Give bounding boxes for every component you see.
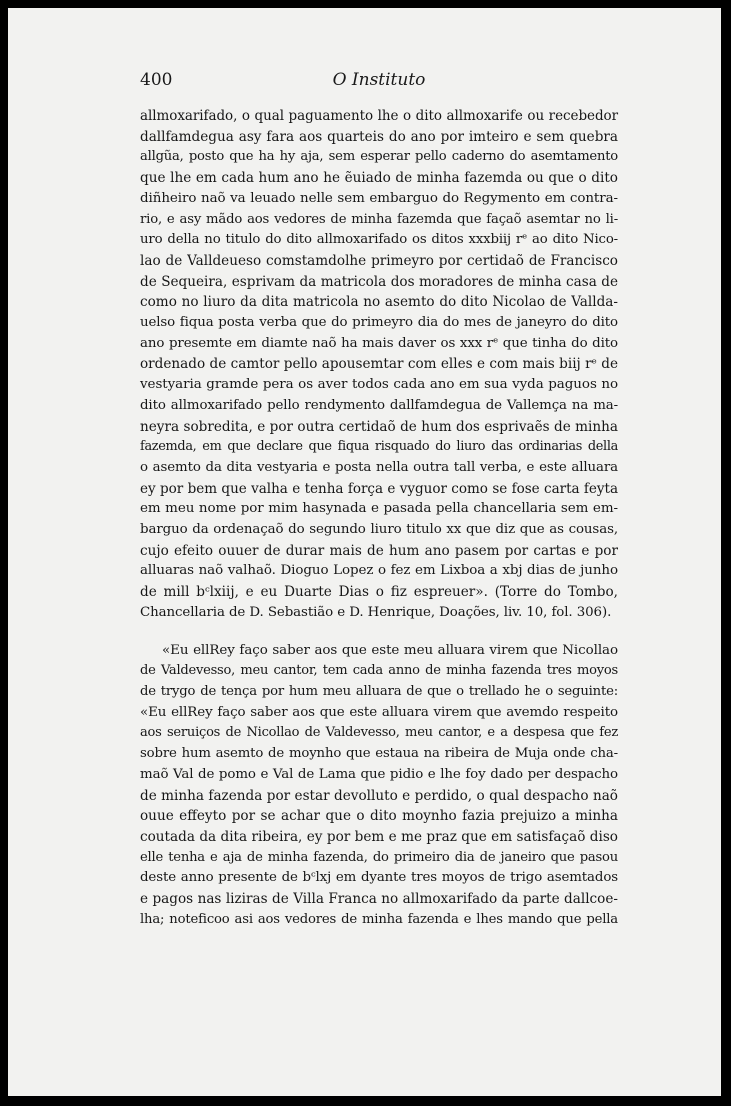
text-line: allmoxarifado, o qual paguamento lhe o dito allmoxarife ou recebedor (140, 108, 618, 124)
text-line: Chancellaria de D. Sebastião e D. Henrique, Doações, liv. 10, fol. 306). (140, 604, 612, 620)
paragraph-gap (140, 624, 618, 641)
text-line: ordenado de camtor pello apousemtar com elles e com mais biij rᵉ de (140, 356, 618, 373)
text-line: dallfamdegua asy fara aos quarteis do ano por imteiro e sem quebra (140, 128, 618, 145)
text-line: uro della no titulo do dito allmoxarifado os ditos xxxbiij rᵉ ao dito Nico- (140, 232, 618, 248)
text-line: e pagos nas liziras de Villa Franca no allmoxarifado da parte dallcoe- (140, 891, 618, 908)
text-line: «Eu ellRey faço saber aos que este meu alluara virem que Nicollao (162, 642, 618, 658)
text-line: sobre hum asemto de moynho que estaua na ribeira de Muja onde cha- (140, 746, 618, 762)
text-line: neyra sobredita, e por outra certidaõ de hum dos esprivaẽs de minha (140, 418, 618, 435)
text-line: o asemto da dita vestyaria e posta nella outra tall verba, e este alluara (140, 459, 618, 475)
text-line: deste anno presente de bᶜlxj em dyante tres moyos de trigo asemtados (140, 870, 618, 886)
text-line: que lhe em cada hum ano he ẽuiado de minha fazemda ou que o dito (140, 170, 618, 187)
text-line: fazemda, em que declare que fiqua risquado do liuro das ordinarias della (140, 439, 618, 455)
document-page (8, 8, 721, 1096)
text-line: de mill bᶜlxiij, e eu Duarte Dias o fiz espreuer». (Torre do Tombo, (140, 584, 618, 601)
text-line: como no liuro da dita matricola no asemto do dito Nicolao de Vallda- (140, 294, 618, 311)
text-line: cujo efeito ouuer de durar mais de hum ano pasem por cartas e por (140, 542, 618, 559)
paragraph-1 (140, 106, 618, 624)
text-line: dito allmoxarifado pello rendymento dallfamdegua de Vallemça na ma- (140, 397, 618, 413)
text-line: rio, e asy mãdo aos vedores de minha fazemda que façaõ asemtar no li- (140, 211, 618, 227)
text-line: allgũa, posto que ha hy aja, sem esperar pello caderno do asemtamento (140, 149, 618, 165)
text-line: lao de Valldeueso comstamdolhe primeyro por certidaõ de Francisco (140, 252, 618, 269)
text-line: maõ Val de pomo e Val de Lama que pidio e lhe foy dado per despacho (140, 766, 618, 782)
text-line: alluaras naõ valhaõ. Dioguo Lopez o fez em Lixboa a xbj dias de junho (140, 563, 618, 579)
running-title: O Instituto (332, 70, 426, 90)
text-line: uelso fiqua posta verba que do primeyro dia do mes de janeyro do dito (140, 315, 618, 331)
text-line: de minha fazenda por estar devolluto e perdido, o qual despacho naõ (140, 787, 618, 804)
text-line: de trygo de tença por hum meu alluara de que o trellado he o seguinte: (140, 683, 618, 699)
text-line: coutada da dita ribeira, ey por bem e me praz que em satisfaçaõ diso (140, 828, 618, 845)
text-line: vestyaria gramde pera os aver todos cada ano em sua vyda paguos no (140, 377, 618, 393)
text-line: de Sequeira, esprivam da matricola dos moradores de minha casa de (140, 273, 618, 290)
body-text (140, 106, 618, 930)
text-line: diñheiro naõ va leuado nelle sem embarguo do Regymento em contra- (140, 190, 618, 206)
text-line: barguo da ordenaçaõ do segundo liuro titulo xx que diz que as cousas, (140, 522, 618, 538)
text-line: de Valdevesso, meu cantor, tem cada anno de minha fazenda tres moyos (140, 663, 618, 679)
text-line: ey por bem que valha e tenha força e vyguor como se fose carta feyta (140, 480, 618, 497)
text-line: em meu nome por mim hasynada e pasada pella chancellaria sem em- (140, 501, 618, 517)
text-line: aos seruiços de Nicollao de Valdevesso, meu cantor, e a despesa que fez (140, 725, 618, 741)
text-line: elle tenha e aja de minha fazenda, do primeiro dia de janeiro que pasou (140, 849, 618, 865)
text-line: ouue effeyto por se achar que o dito moynho fazia prejuizo a minha (140, 808, 618, 825)
text-line: «Eu ellRey faço saber aos que este alluara virem que avemdo respeito (140, 704, 618, 720)
page-number: 400 (140, 70, 173, 90)
text-line: ano presemte em diamte naõ ha mais daver os xxx rᵉ que tinha do dito (140, 335, 618, 351)
text-line: lha; noteficoo asi aos vedores de minha fazenda e lhes mando que pella (140, 911, 618, 927)
paragraph-2 (140, 641, 618, 931)
page-header (140, 70, 618, 96)
